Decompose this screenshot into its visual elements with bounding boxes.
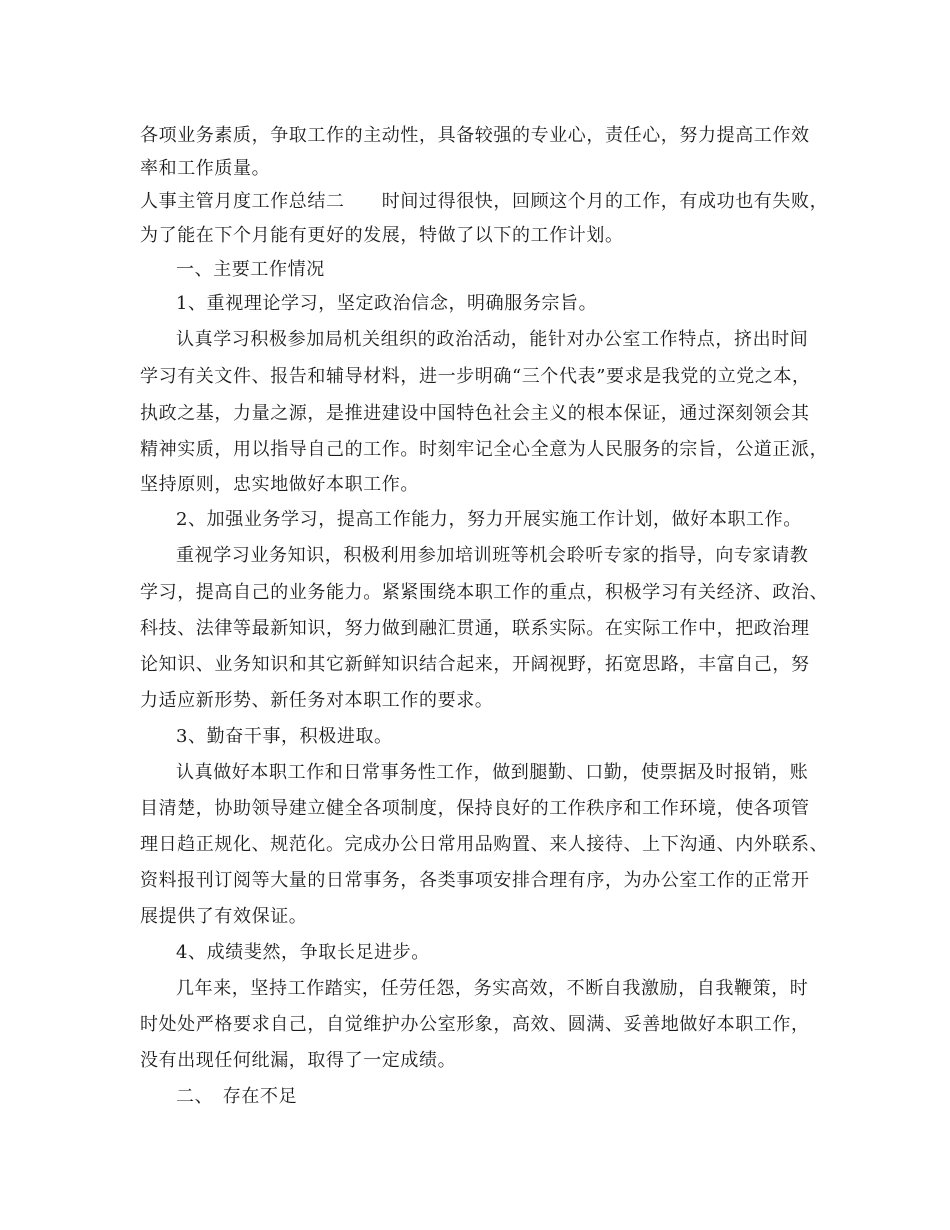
paragraph-line: 重视学习业务知识，积极利用参加培训班等机会聆听专家的指导，向专家请教 (176, 545, 809, 566)
heading-main-work: 一、主要工作情况 (176, 259, 325, 280)
subheading-1: 1、重视理论学习，坚定政治信念，明确服务宗旨。 (176, 293, 598, 314)
paragraph-line: 理日趋正规化、规范化。完成办公日常用品购置、来人接待、上下沟通、内外联系、 (140, 834, 829, 855)
paragraph-line: 几年来，坚持工作踏实，任劳任怨，务实高效，不断自我激励，自我鞭策，时 (176, 978, 809, 999)
paragraph-line: 目清楚，协助领导建立健全各项制度，保持良好的工作秩序和工作环境，使各项管 (140, 798, 810, 819)
body-text-line: 为了能在下个月能有更好的发展，特做了以下的工作计划。 (140, 225, 624, 246)
subheading-3: 3、勤奋干事，积极进取。 (176, 726, 393, 747)
paragraph-line: 论知识、业务知识和其它新鲜知识结合起来，开阔视野，拓宽思路，丰富自己，努 (140, 654, 810, 675)
body-text-line: 率和工作质量。 (140, 158, 271, 179)
paragraph-line: 展提供了有效保证。 (140, 906, 308, 927)
paragraph-line: 学习，提高自己的业务能力。紧紧围绕本职工作的重点，积极学习有关经济、政治、 (140, 582, 829, 603)
paragraph-line: 坚持原则，忠实地做好本职工作。 (140, 474, 419, 495)
section-title-line: 人事主管月度工作总结二 时间过得很快，回顾这个月的工作，有成功也有失败， (140, 191, 829, 212)
paragraph-line: 科技、法律等最新知识，努力做到融汇贯通，联系实际。在实际工作中，把政治理 (140, 618, 810, 639)
paragraph-line: 资料报刊订阅等大量的日常事务，各类事项安排合理有序，为办公室工作的正常开 (140, 870, 810, 891)
paragraph-line: 认真做好本职工作和日常事务性工作，做到腿勤、口勤，使票据及时报销，账 (176, 762, 809, 783)
paragraph-line: 认真学习积极参加局机关组织的政治活动，能针对办公室工作特点，挤出时间 (176, 329, 809, 350)
subheading-2: 2、加强业务学习，提高工作能力，努力开展实施工作计划，做好本职工作。 (176, 509, 802, 530)
paragraph-line: 精神实质，用以指导自己的工作。时刻牢记全心全意为人民服务的宗旨，公道正派， (140, 439, 829, 460)
paragraph-line: 执政之基，力量之源，是推进建设中国特色社会主义的根本保证，通过深刻领会其 (140, 403, 810, 424)
paragraph-line: 学习有关文件、报告和辅导材料，进一步明确“三个代表”要求是我党的立党之本， (140, 366, 811, 387)
paragraph-line: 时处处严格要求自己，自觉维护办公室形象，高效、圆满、妥善地做好本职工作， (140, 1014, 810, 1035)
heading-shortcomings: 二、 存在不足 (176, 1086, 298, 1107)
paragraph-line: 力适应新形势、新任务对本职工作的要求。 (140, 690, 494, 711)
paragraph-line: 没有出现任何纰漏，取得了一定成绩。 (140, 1050, 457, 1071)
subheading-4: 4、成绩斐然，争取长足进步。 (176, 942, 430, 963)
body-text-line: 各项业务素质，争取工作的主动性，具备较强的专业心，责任心，努力提高工作效 (140, 125, 810, 146)
